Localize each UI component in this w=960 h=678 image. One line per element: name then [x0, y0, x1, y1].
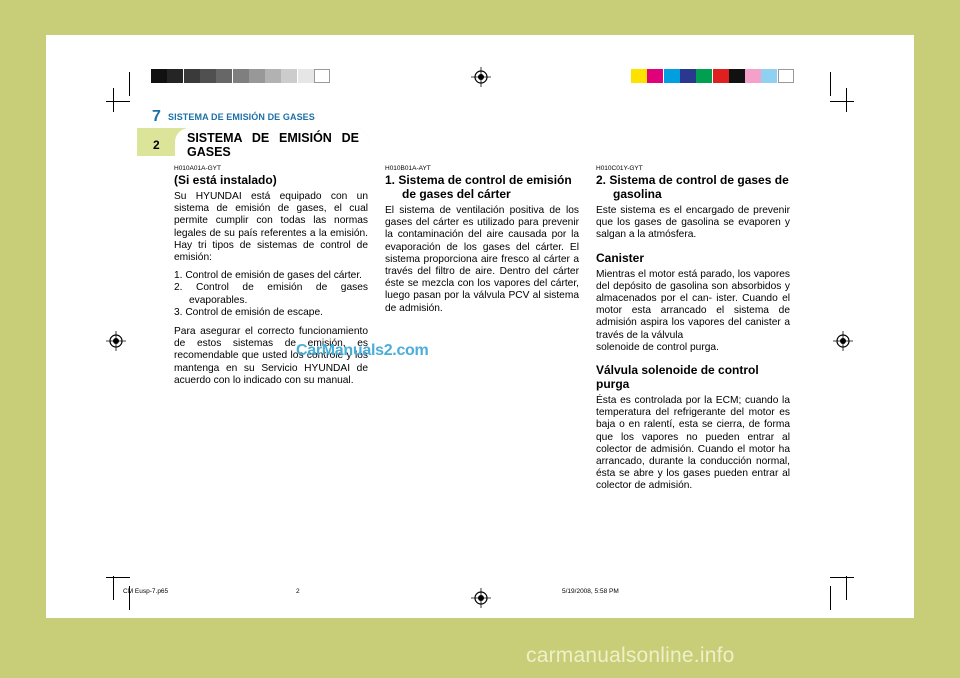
page-number: 2	[153, 138, 160, 152]
canister-paragraph: Mientras el motor está parado, los vapores del depósito de gasolina son absorbidos y almacenados por el can- ister. Cuando el motor esta arrancado el sistema de admisión aspira los vapores del canister a través de la válvula	[596, 268, 790, 341]
color-swatch	[647, 69, 663, 83]
evaporative-heading: 2. Sistema de control de gases de gasolina	[596, 173, 789, 201]
color-swatch	[233, 69, 249, 83]
list-item: 3. Control de emisión de escape.	[174, 306, 323, 318]
bottom-watermark: carmanualsonline.info	[526, 644, 735, 667]
evaporative-paragraph: Este sistema es el encargado de prevenir que los gases de gasolina se evaporen y salgan a la atmósfera.	[596, 205, 790, 241]
color-swatch	[778, 69, 794, 83]
footer-page-number: 2	[296, 588, 300, 595]
registration-mark-icon	[471, 67, 491, 87]
column-evaporative	[596, 165, 790, 493]
registration-mark-icon	[471, 588, 491, 608]
color-swatch	[249, 69, 265, 83]
footer-timestamp: 5/19/2008, 5:58 PM	[562, 588, 619, 595]
color-swatch	[265, 69, 281, 83]
color-swatch	[729, 69, 745, 83]
list-item: 2. Control de emisión de gases evaporables.	[174, 282, 368, 306]
valve-paragraph: Ésta es controlada por la ECM; cuando la temperatura del refrigerante del motor es baja o en ralentí, esta se cierra, de forma que los vapores no pueden entrar al colector de admisión. Cuando el motor ha arrancado, durante la conducción normal, ésta se abre y los gases pueden entrar al colector de admisión.	[596, 395, 790, 492]
watermark-text: CarManuals2.com	[296, 342, 429, 359]
footer-file-name: CM Eusp-7.p65	[123, 588, 169, 595]
section-code: H010B01A-AYT	[385, 165, 431, 172]
color-swatch	[167, 69, 183, 83]
canister-heading: Canister	[596, 250, 645, 265]
color-swatch	[281, 69, 297, 83]
color-swatch	[314, 69, 330, 83]
color-swatch	[680, 69, 696, 83]
section-code: H010C01Y-GYT	[596, 165, 643, 172]
color-swatch	[298, 69, 314, 83]
color-swatch	[184, 69, 200, 83]
color-swatch	[761, 69, 777, 83]
color-swatch	[745, 69, 761, 83]
crankcase-heading: 1. Sistema de control de emisión de gases del cárter	[385, 173, 572, 201]
registration-mark-icon	[833, 331, 853, 351]
color-swatch	[151, 69, 167, 83]
intro-heading: (Si está instalado)	[174, 173, 277, 187]
color-swatch	[713, 69, 729, 83]
section-code: H010A01A-GYT	[174, 165, 221, 172]
closing-paragraph: Para asegurar el correcto funcionamiento de estos sistemas de emisión, es recomendable que usted los controle y los mantenga en su Servicio HYUNDAI de acuerdo con lo indicado con su manual.	[174, 326, 368, 386]
emission-systems-list	[174, 270, 368, 319]
crankcase-paragraph: El sistema de ventilación positiva de los gases del cárter es utilizado para prevenir la contaminación del aire causada por la evaporación de los gases del cárter. El sistema proporciona aire fresco al cárter a través del filtro de aire. Dentro del cárter éste se mezcla con los vapores del cárter, luego pasan por la válvula PCV al sistema de admisión.	[385, 205, 579, 314]
color-swatch	[631, 69, 647, 83]
valve-heading: Válvula solenoide de control purga	[596, 363, 759, 392]
list-item: 1. Control de emisión de gases del cárter.	[174, 270, 363, 282]
color-swatch	[200, 69, 216, 83]
registration-mark-icon	[106, 331, 126, 351]
intro-paragraph: Su HYUNDAI está equipado con un sistema de emisión de gases, el cual permite cumplir con todas las normas legales de su país referentes a la emisión. Hay tri tipos de sistemas de control de emisión:	[174, 191, 368, 264]
color-swatch	[664, 69, 680, 83]
column-crankcase	[385, 165, 579, 315]
section-title: SISTEMA DE EMISIÓN DE GASES	[187, 131, 359, 159]
color-swatch	[696, 69, 712, 83]
canister-paragraph-tail: solenoide de control purga.	[596, 341, 719, 353]
chapter-number: 7	[152, 108, 161, 125]
color-swatch	[216, 69, 232, 83]
chapter-title: SISTEMA DE EMISIÓN DE GASES	[168, 112, 315, 122]
